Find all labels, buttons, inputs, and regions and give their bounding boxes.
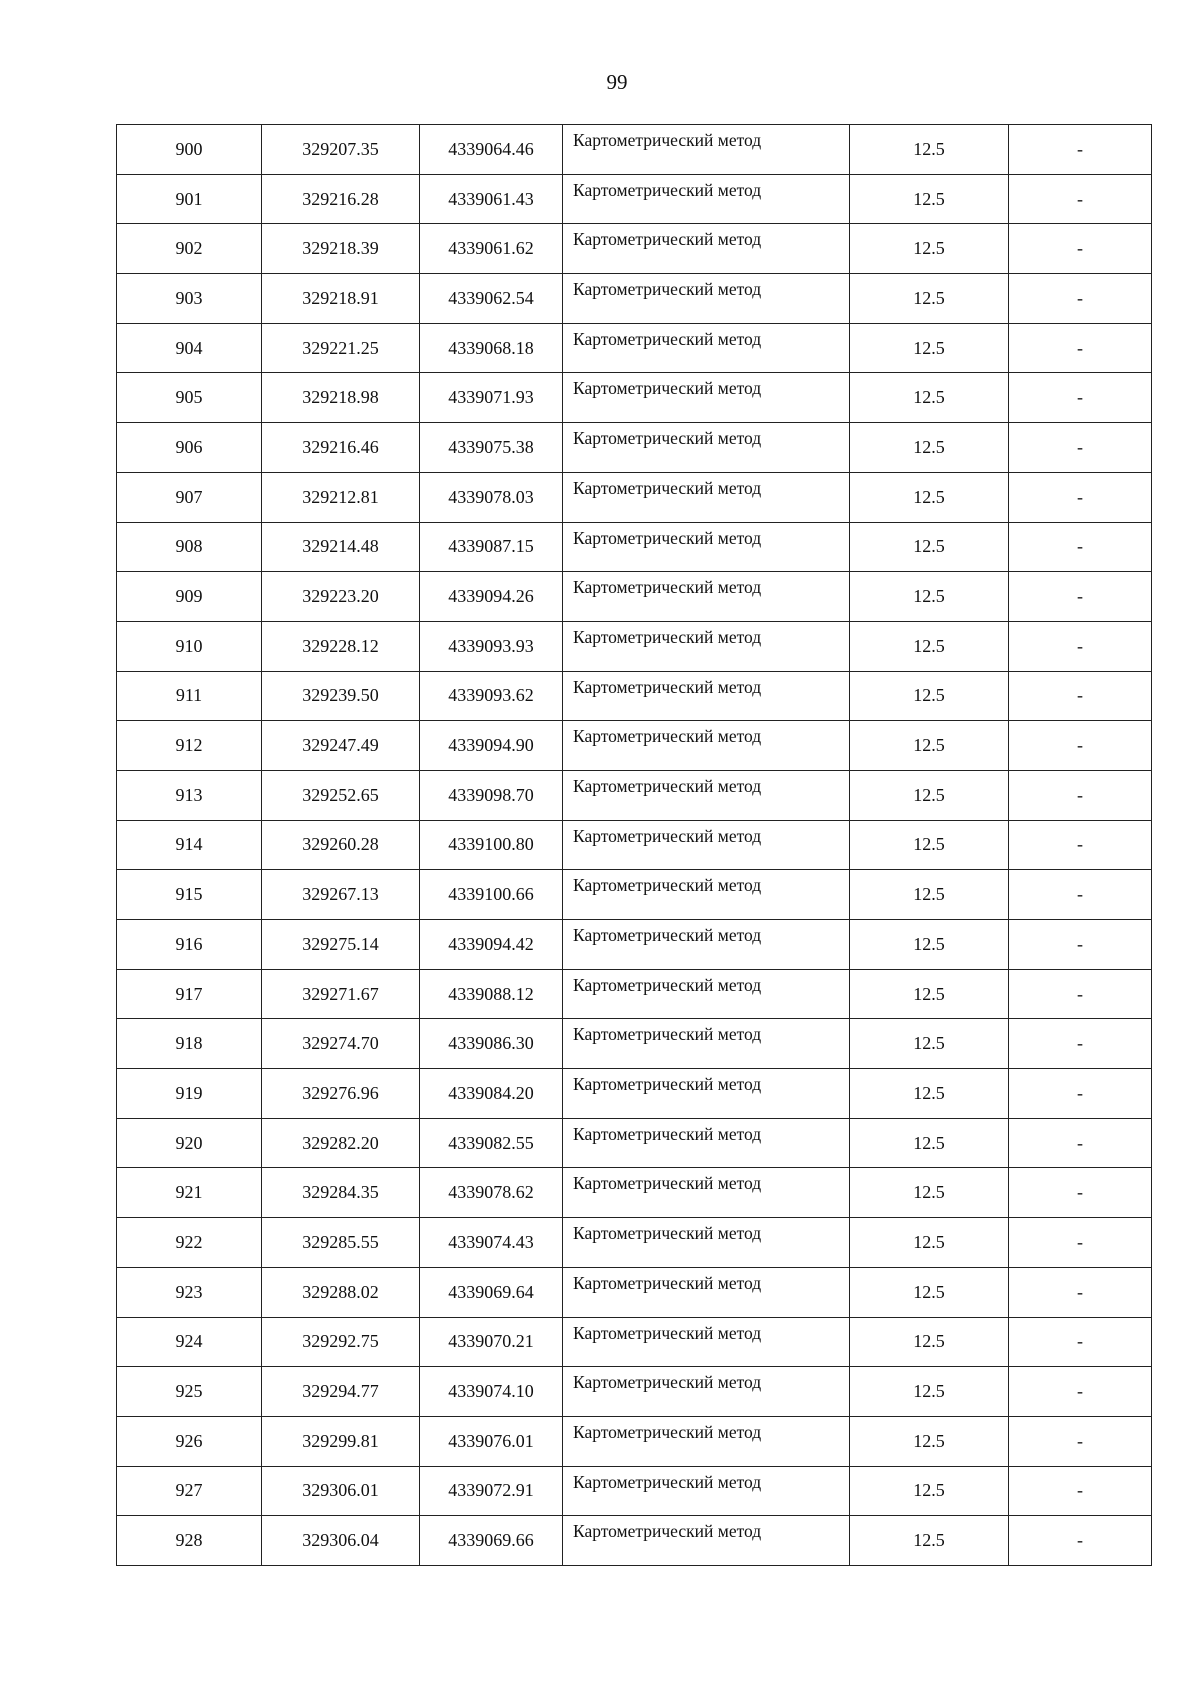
method-cell: Картометрический метод <box>563 1466 850 1516</box>
y-coordinate-cell: 4339098.70 <box>420 770 563 820</box>
table-row <box>117 621 1152 671</box>
x-coordinate-cell: 329221.25 <box>262 323 420 373</box>
table-row <box>117 770 1152 820</box>
coordinates-table-body <box>117 125 1152 1566</box>
x-coordinate-cell: 329276.96 <box>262 1069 420 1119</box>
accuracy-cell: 12.5 <box>850 1317 1009 1367</box>
y-coordinate-cell: 4339078.03 <box>420 472 563 522</box>
x-coordinate-cell: 329260.28 <box>262 820 420 870</box>
method-cell: Картометрический метод <box>563 1516 850 1566</box>
note-cell: - <box>1009 125 1152 175</box>
note-cell: - <box>1009 1466 1152 1516</box>
x-coordinate-cell: 329207.35 <box>262 125 420 175</box>
table-row <box>117 1516 1152 1566</box>
point-number-cell: 926 <box>117 1416 262 1466</box>
accuracy-cell: 12.5 <box>850 820 1009 870</box>
accuracy-cell: 12.5 <box>850 671 1009 721</box>
accuracy-cell: 12.5 <box>850 274 1009 324</box>
y-coordinate-cell: 4339074.43 <box>420 1218 563 1268</box>
y-coordinate-cell: 4339084.20 <box>420 1069 563 1119</box>
table-row <box>117 522 1152 572</box>
x-coordinate-cell: 329218.39 <box>262 224 420 274</box>
point-number-cell: 918 <box>117 1019 262 1069</box>
accuracy-cell: 12.5 <box>850 1367 1009 1417</box>
table-row <box>117 1118 1152 1168</box>
point-number-cell: 921 <box>117 1168 262 1218</box>
point-number-cell: 914 <box>117 820 262 870</box>
y-coordinate-cell: 4339093.93 <box>420 621 563 671</box>
table-row <box>117 323 1152 373</box>
method-cell: Картометрический метод <box>563 174 850 224</box>
note-cell: - <box>1009 472 1152 522</box>
method-cell: Картометрический метод <box>563 770 850 820</box>
y-coordinate-cell: 4339064.46 <box>420 125 563 175</box>
table-row <box>117 125 1152 175</box>
page-number: 99 <box>606 70 628 94</box>
note-cell: - <box>1009 1516 1152 1566</box>
point-number-cell: 920 <box>117 1118 262 1168</box>
table-row <box>117 472 1152 522</box>
x-coordinate-cell: 329284.35 <box>262 1168 420 1218</box>
point-number-cell: 908 <box>117 522 262 572</box>
point-number-cell: 901 <box>117 174 262 224</box>
point-number-cell: 925 <box>117 1367 262 1417</box>
note-cell: - <box>1009 1367 1152 1417</box>
accuracy-cell: 12.5 <box>850 969 1009 1019</box>
method-cell: Картометрический метод <box>563 1069 850 1119</box>
point-number-cell: 927 <box>117 1466 262 1516</box>
method-cell: Картометрический метод <box>563 1218 850 1268</box>
point-number-cell: 915 <box>117 870 262 920</box>
point-number-cell: 916 <box>117 920 262 970</box>
y-coordinate-cell: 4339094.26 <box>420 572 563 622</box>
method-cell: Картометрический метод <box>563 224 850 274</box>
table-row <box>117 1267 1152 1317</box>
table-row <box>117 423 1152 473</box>
table-row <box>117 572 1152 622</box>
x-coordinate-cell: 329218.91 <box>262 274 420 324</box>
method-cell: Картометрический метод <box>563 820 850 870</box>
y-coordinate-cell: 4339069.66 <box>420 1516 563 1566</box>
x-coordinate-cell: 329247.49 <box>262 721 420 771</box>
method-cell: Картометрический метод <box>563 969 850 1019</box>
x-coordinate-cell: 329239.50 <box>262 671 420 721</box>
x-coordinate-cell: 329275.14 <box>262 920 420 970</box>
x-coordinate-cell: 329282.20 <box>262 1118 420 1168</box>
accuracy-cell: 12.5 <box>850 472 1009 522</box>
table-row <box>117 920 1152 970</box>
point-number-cell: 905 <box>117 373 262 423</box>
accuracy-cell: 12.5 <box>850 1416 1009 1466</box>
method-cell: Картометрический метод <box>563 1019 850 1069</box>
method-cell: Картометрический метод <box>563 621 850 671</box>
y-coordinate-cell: 4339100.80 <box>420 820 563 870</box>
x-coordinate-cell: 329274.70 <box>262 1019 420 1069</box>
accuracy-cell: 12.5 <box>850 423 1009 473</box>
table-row <box>117 1019 1152 1069</box>
point-number-cell: 924 <box>117 1317 262 1367</box>
accuracy-cell: 12.5 <box>850 522 1009 572</box>
note-cell: - <box>1009 920 1152 970</box>
x-coordinate-cell: 329218.98 <box>262 373 420 423</box>
table-row <box>117 721 1152 771</box>
point-number-cell: 917 <box>117 969 262 1019</box>
accuracy-cell: 12.5 <box>850 870 1009 920</box>
table-row <box>117 1416 1152 1466</box>
accuracy-cell: 12.5 <box>850 1466 1009 1516</box>
method-cell: Картометрический метод <box>563 323 850 373</box>
point-number-cell: 912 <box>117 721 262 771</box>
method-cell: Картометрический метод <box>563 870 850 920</box>
method-cell: Картометрический метод <box>563 721 850 771</box>
x-coordinate-cell: 329228.12 <box>262 621 420 671</box>
y-coordinate-cell: 4339082.55 <box>420 1118 563 1168</box>
point-number-cell: 902 <box>117 224 262 274</box>
accuracy-cell: 12.5 <box>850 1019 1009 1069</box>
y-coordinate-cell: 4339061.43 <box>420 174 563 224</box>
method-cell: Картометрический метод <box>563 1416 850 1466</box>
table-row <box>117 174 1152 224</box>
table-row <box>117 1218 1152 1268</box>
table-row <box>117 969 1152 1019</box>
table-row <box>117 1317 1152 1367</box>
note-cell: - <box>1009 969 1152 1019</box>
y-coordinate-cell: 4339078.62 <box>420 1168 563 1218</box>
x-coordinate-cell: 329267.13 <box>262 870 420 920</box>
accuracy-cell: 12.5 <box>850 770 1009 820</box>
accuracy-cell: 12.5 <box>850 125 1009 175</box>
y-coordinate-cell: 4339075.38 <box>420 423 563 473</box>
point-number-cell: 919 <box>117 1069 262 1119</box>
note-cell: - <box>1009 224 1152 274</box>
table-row <box>117 373 1152 423</box>
accuracy-cell: 12.5 <box>850 1069 1009 1119</box>
y-coordinate-cell: 4339094.42 <box>420 920 563 970</box>
y-coordinate-cell: 4339072.91 <box>420 1466 563 1516</box>
x-coordinate-cell: 329212.81 <box>262 472 420 522</box>
table-row <box>117 1367 1152 1417</box>
note-cell: - <box>1009 721 1152 771</box>
method-cell: Картометрический метод <box>563 572 850 622</box>
note-cell: - <box>1009 770 1152 820</box>
x-coordinate-cell: 329252.65 <box>262 770 420 820</box>
method-cell: Картометрический метод <box>563 671 850 721</box>
x-coordinate-cell: 329288.02 <box>262 1267 420 1317</box>
y-coordinate-cell: 4339088.12 <box>420 969 563 1019</box>
table-row <box>117 1069 1152 1119</box>
method-cell: Картометрический метод <box>563 125 850 175</box>
note-cell: - <box>1009 174 1152 224</box>
y-coordinate-cell: 4339071.93 <box>420 373 563 423</box>
accuracy-cell: 12.5 <box>850 174 1009 224</box>
point-number-cell: 907 <box>117 472 262 522</box>
x-coordinate-cell: 329306.01 <box>262 1466 420 1516</box>
method-cell: Картометрический метод <box>563 1367 850 1417</box>
method-cell: Картометрический метод <box>563 373 850 423</box>
accuracy-cell: 12.5 <box>850 1516 1009 1566</box>
note-cell: - <box>1009 373 1152 423</box>
point-number-cell: 923 <box>117 1267 262 1317</box>
accuracy-cell: 12.5 <box>850 920 1009 970</box>
note-cell: - <box>1009 870 1152 920</box>
method-cell: Картометрический метод <box>563 1267 850 1317</box>
method-cell: Картометрический метод <box>563 1118 850 1168</box>
method-cell: Картометрический метод <box>563 522 850 572</box>
accuracy-cell: 12.5 <box>850 224 1009 274</box>
point-number-cell: 909 <box>117 572 262 622</box>
note-cell: - <box>1009 671 1152 721</box>
accuracy-cell: 12.5 <box>850 323 1009 373</box>
method-cell: Картометрический метод <box>563 920 850 970</box>
x-coordinate-cell: 329216.46 <box>262 423 420 473</box>
y-coordinate-cell: 4339070.21 <box>420 1317 563 1367</box>
table-row <box>117 1168 1152 1218</box>
accuracy-cell: 12.5 <box>850 721 1009 771</box>
method-cell: Картометрический метод <box>563 472 850 522</box>
method-cell: Картометрический метод <box>563 274 850 324</box>
y-coordinate-cell: 4339076.01 <box>420 1416 563 1466</box>
method-cell: Картометрический метод <box>563 1168 850 1218</box>
point-number-cell: 903 <box>117 274 262 324</box>
point-number-cell: 900 <box>117 125 262 175</box>
table-row <box>117 671 1152 721</box>
note-cell: - <box>1009 423 1152 473</box>
table-row <box>117 1466 1152 1516</box>
y-coordinate-cell: 4339086.30 <box>420 1019 563 1069</box>
x-coordinate-cell: 329306.04 <box>262 1516 420 1566</box>
note-cell: - <box>1009 1416 1152 1466</box>
accuracy-cell: 12.5 <box>850 621 1009 671</box>
note-cell: - <box>1009 621 1152 671</box>
x-coordinate-cell: 329285.55 <box>262 1218 420 1268</box>
x-coordinate-cell: 329294.77 <box>262 1367 420 1417</box>
y-coordinate-cell: 4339068.18 <box>420 323 563 373</box>
method-cell: Картометрический метод <box>563 1317 850 1367</box>
note-cell: - <box>1009 323 1152 373</box>
y-coordinate-cell: 4339062.54 <box>420 274 563 324</box>
y-coordinate-cell: 4339087.15 <box>420 522 563 572</box>
table-row <box>117 820 1152 870</box>
note-cell: - <box>1009 1069 1152 1119</box>
point-number-cell: 922 <box>117 1218 262 1268</box>
x-coordinate-cell: 329271.67 <box>262 969 420 1019</box>
x-coordinate-cell: 329214.48 <box>262 522 420 572</box>
accuracy-cell: 12.5 <box>850 1267 1009 1317</box>
x-coordinate-cell: 329223.20 <box>262 572 420 622</box>
table-row <box>117 870 1152 920</box>
accuracy-cell: 12.5 <box>850 373 1009 423</box>
y-coordinate-cell: 4339100.66 <box>420 870 563 920</box>
note-cell: - <box>1009 820 1152 870</box>
accuracy-cell: 12.5 <box>850 1168 1009 1218</box>
note-cell: - <box>1009 1019 1152 1069</box>
method-cell: Картометрический метод <box>563 423 850 473</box>
y-coordinate-cell: 4339061.62 <box>420 224 563 274</box>
x-coordinate-cell: 329292.75 <box>262 1317 420 1367</box>
x-coordinate-cell: 329299.81 <box>262 1416 420 1466</box>
note-cell: - <box>1009 1218 1152 1268</box>
accuracy-cell: 12.5 <box>850 1118 1009 1168</box>
accuracy-cell: 12.5 <box>850 1218 1009 1268</box>
point-number-cell: 906 <box>117 423 262 473</box>
note-cell: - <box>1009 522 1152 572</box>
note-cell: - <box>1009 1317 1152 1367</box>
table-row <box>117 274 1152 324</box>
accuracy-cell: 12.5 <box>850 572 1009 622</box>
note-cell: - <box>1009 1267 1152 1317</box>
point-number-cell: 913 <box>117 770 262 820</box>
y-coordinate-cell: 4339094.90 <box>420 721 563 771</box>
coordinates-table <box>116 124 1152 1566</box>
point-number-cell: 910 <box>117 621 262 671</box>
point-number-cell: 928 <box>117 1516 262 1566</box>
y-coordinate-cell: 4339069.64 <box>420 1267 563 1317</box>
table-row <box>117 224 1152 274</box>
note-cell: - <box>1009 572 1152 622</box>
y-coordinate-cell: 4339093.62 <box>420 671 563 721</box>
point-number-cell: 904 <box>117 323 262 373</box>
note-cell: - <box>1009 274 1152 324</box>
x-coordinate-cell: 329216.28 <box>262 174 420 224</box>
note-cell: - <box>1009 1118 1152 1168</box>
note-cell: - <box>1009 1168 1152 1218</box>
y-coordinate-cell: 4339074.10 <box>420 1367 563 1417</box>
point-number-cell: 911 <box>117 671 262 721</box>
